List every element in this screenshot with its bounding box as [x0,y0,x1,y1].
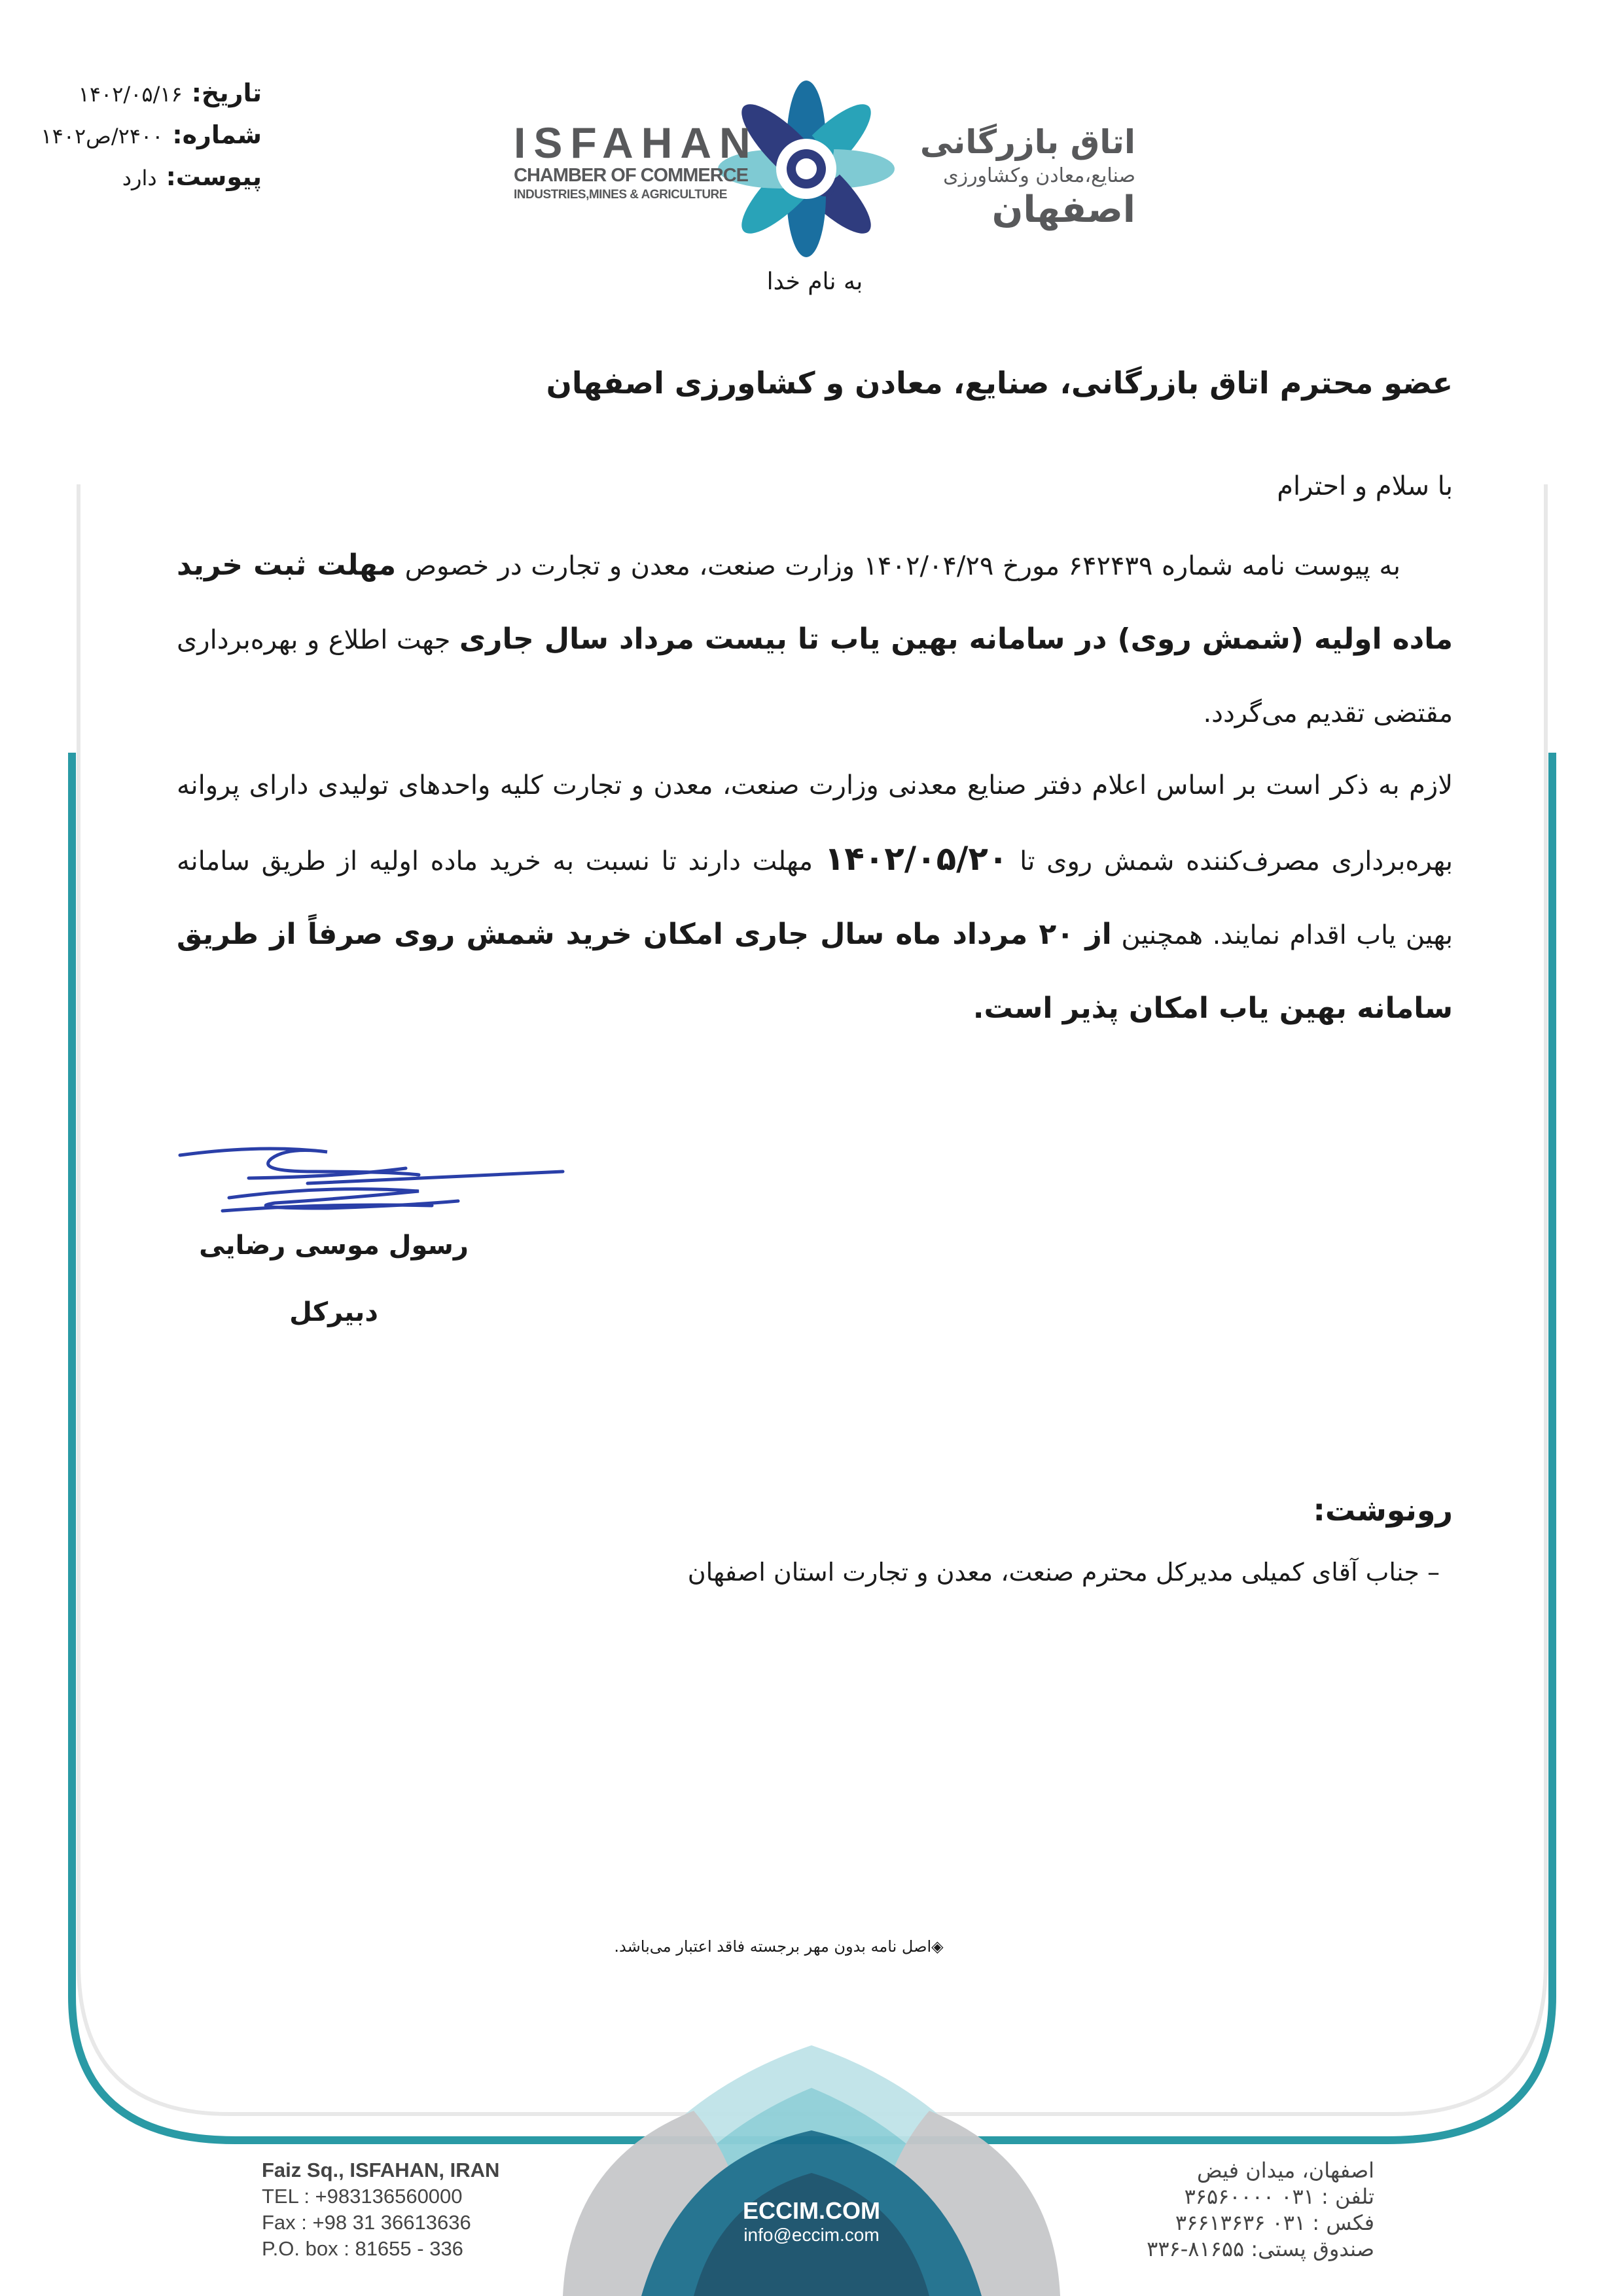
footer-website[interactable]: ECCIM.COM [743,2197,880,2224]
validity-note: ◈اصل نامه بدون مهر برجسته فاقد اعتبار می‌باشد. [614,1937,944,1956]
paragraph-1-bold: مهلت ثبت خرید ماده اولیه (شمش روی) در سامانه بهین یاب تا بیست مرداد سال جاری [177,548,1454,656]
footer-en-tel: TEL : +983136560000 [262,2185,463,2208]
cc-recipient: – جناب آقای کمیلی مدیرکل محترم صنعت، معدن و تجارت استان اصفهان [687,1558,1440,1587]
footer-en-pobox: P.O. box : 81655 - 336 [262,2237,463,2260]
logo-fa-line2: صنایع،معادن وکشاورزی [943,164,1135,187]
greeting: با سلام و احترام [1277,471,1453,501]
logo-en-line1: ISFAHAN [514,118,758,167]
paragraph-2-part-c: مهلت دارند تا نسبت به خرید ماده اولیه از طریق سامانه بهین یاب اقدام نمایند. همچنین [177,846,1454,950]
date-row [26,79,262,107]
footer-en-fax: Fax : +98 31 36613636 [262,2211,471,2234]
logo-fa-line1: اتاق بازرگانی [919,123,1135,161]
date-label: تاریخ: [191,79,262,107]
number-label: شماره: [172,120,262,149]
footer-fa-fax: فکس : ۰۳۱ ۳۶۶۱۳۶۳۶ [1175,2210,1374,2235]
logo-persian [887,121,1135,231]
paragraph-2-deadline: ۱۴۰۲/۰۵/۲۰ [824,840,1008,878]
logo-en-line2: CHAMBER OF COMMERCE [514,165,748,186]
letter-meta [26,79,262,191]
paragraph-1-part-c: جهت اطلاع و بهره‌برداری مقتضی تقدیم می‌گردد. [177,625,1453,728]
paragraph-1-part-a: به پیوست نامه شماره ۶۴۲۴۳۹ مورخ ۱۴۰۲/۰۴/۲۹ وزارت صنعت، معدن و تجارت در خصوص [404,551,1401,581]
logo-english [514,118,758,204]
date-value: ۱۴۰۲/۰۵/۱۶ [78,82,183,107]
footer-email[interactable]: info@eccim.com [743,2225,880,2245]
signature-scribble [180,1149,563,1211]
footer-en-address: Faiz Sq., ISFAHAN, IRAN [262,2159,500,2181]
logo-en-line3: INDUSTRIES,MINES & AGRICULTURE [514,188,727,202]
signer-title: دبیرکل [289,1297,378,1327]
bismillah: به نام خدا [766,268,863,295]
number-row [26,120,262,149]
footer-english-contact [262,2157,499,2262]
attachment-label: پیوست: [166,162,262,191]
signer-name: رسول موسی رضایی [199,1230,469,1261]
footer-web [713,2198,910,2246]
footer-fa-pobox: صندوق پستی: ۸۱۶۵۵-۳۳۶ [1147,2236,1374,2261]
paragraph-2 [177,749,1453,1046]
attachment-row [26,162,262,191]
footer-fa-tel: تلفن : ۰۳۱ ۳۶۵۶۰۰۰۰ [1184,2184,1374,2209]
footer-petals [563,2045,1060,2296]
addressee: عضو محترم اتاق بازرگانی، صنایع، معادن و کشاورزی اصفهان [546,365,1453,401]
paragraph-1 [177,529,1453,750]
logo-fa-line3: اصفهان [991,188,1135,231]
footer-persian-contact [1099,2157,1374,2262]
paragraph-2-bold: از ۲۰ مرداد ماه سال جاری امکان خرید شمش روی صرفاً از طریق سامانه بهین یاب امکان پذیر است. [177,918,1453,1025]
footer-fa-address: اصفهان، میدان فیض [1196,2158,1374,2183]
paragraph-2-part-a: لازم به ذکر است بر اساس اعلام دفتر صنایع معدنی وزارت صنعت، معدن و تجارت کلیه واحدهای تولیدی دارای پروانه بهره‌برداری مصرف‌کننده شمش روی تا [177,770,1453,876]
cc-title: رونوشت: [1313,1492,1453,1528]
number-value: ۲۴۰۰/ص۱۴۰۲ [41,124,164,149]
attachment-value: دارد [122,166,157,190]
